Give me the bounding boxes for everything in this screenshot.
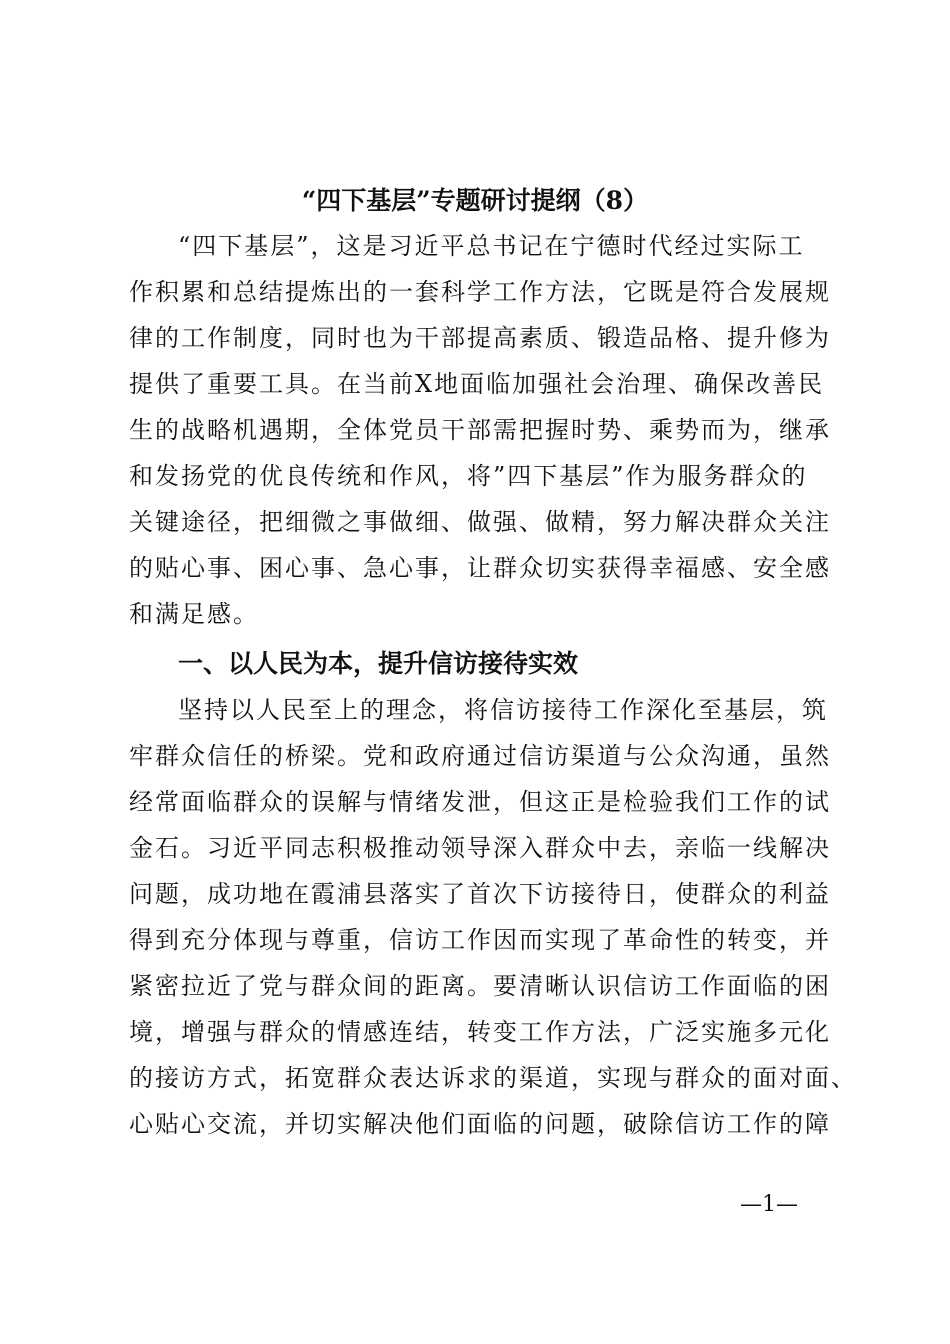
text-line: 的贴心事、困心事、急心事，让群众切实获得幸福感、安全感 <box>129 554 831 582</box>
text-line: 紧密拉近了党与群众间的距离。要清晰认识信访工作面临的困 <box>129 972 831 1000</box>
text-line: 和发扬党的优良传统和作风，将”四下基层”作为服务群众的 <box>129 462 808 490</box>
text-line: 牢群众信任的桥梁。党和政府通过信访渠道与公众沟通，虽然 <box>129 742 831 770</box>
text-line: 金石。习近平同志积极推动领导深入群众中去，亲临一线解决 <box>129 834 831 862</box>
text-line: 得到充分体现与尊重，信访工作因而实现了革命性的转变，并 <box>129 926 831 954</box>
text-line: 律的工作制度，同时也为干部提高素质、锻造品格、提升修为 <box>129 324 831 352</box>
text-line: 的接访方式，拓宽群众表达诉求的渠道，实现与群众的面对面、 <box>129 1064 857 1092</box>
text-line: 作积累和总结提炼出的一套科学工作方法，它既是符合发展规 <box>129 278 831 306</box>
text-line: 和满足感。 <box>129 600 259 628</box>
text-line: 生的战略机遇期，全体党员干部需把握时势、乘势而为，继承 <box>129 416 831 444</box>
text-line: 问题，成功地在霞浦县落实了首次下访接待日，使群众的利益 <box>129 880 831 908</box>
text-line: 境，增强与群众的情感连结，转变工作方法，广泛实施多元化 <box>129 1018 831 1046</box>
text-line: “四下基层”，这是习近平总书记在宁德时代经过实际工 <box>178 232 805 260</box>
text-line: 心贴心交流，并切实解决他们面临的问题，破除信访工作的障 <box>129 1110 831 1138</box>
section-heading: 一、以人民为本，提升信访接待实效 <box>178 649 579 678</box>
text-line: 关键途径，把细微之事做细、做强、做精，努力解决群众关注 <box>129 508 831 536</box>
text-line: 经常面临群众的误解与情绪发泄，但这正是检验我们工作的试 <box>129 788 831 816</box>
text-line: 提供了重要工具。在当前X地面临加强社会治理、确保改善民 <box>129 370 825 398</box>
document-title: “四下基层”专题研讨提纲（8） <box>301 186 649 215</box>
text-line: 坚持以人民至上的理念，将信访接待工作深化至基层，筑 <box>178 696 828 724</box>
page-number: —1— <box>740 1192 798 1217</box>
